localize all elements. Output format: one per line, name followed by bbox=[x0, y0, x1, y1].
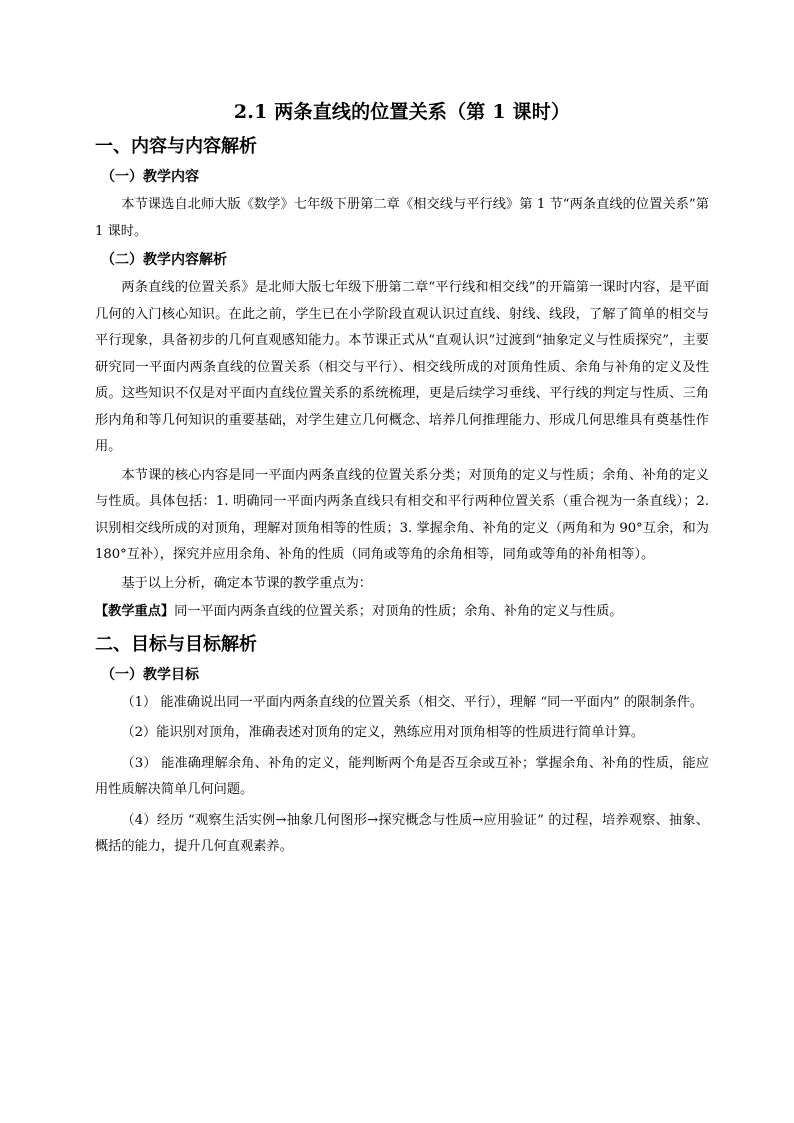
document-page bbox=[95, 98, 709, 865]
content-analysis-paragraph-2: 本节课的核心内容是同一平面内两条直线的位置关系分类；对顶角的定义与性质；余角、补角的定义与性质。具体包括：1. 明确同一平面内两条直线只有相交和平行两种位置关系（重合视为一条直线）；2. 识别相交线所成的对顶角，理解对顶角相等的性质；3. 掌握余角、补角的定义（两角和为 90°互余，和为 180°互补），探究并应用余角、补角的性质（同角或等角的余角相等，同角或等角的补角相等）。 bbox=[95, 467, 709, 562]
teaching-key-label: 【教学重点】 bbox=[95, 604, 175, 619]
teaching-content-paragraph: 本节课选自北师大版《数学》七年级下册第二章《相交线与平行线》第 1 节“两条直线的位置关系”第 1 课时。 bbox=[95, 197, 709, 239]
teaching-goal-4: （4）经历 “观察生活实例→抽象几何图形→探究概念与性质→应用验证” 的过程，培养观察、抽象、概括的能力，提升几何直观素养。 bbox=[95, 812, 709, 854]
content-analysis-paragraph-3: 基于以上分析，确定本节课的教学重点为： bbox=[121, 575, 372, 591]
document-title: 2.1 两条直线的位置关系（第 1 课时） bbox=[233, 101, 571, 123]
subsection-heading-teaching-content: （一）教学内容 bbox=[101, 169, 199, 185]
teaching-goal-3: （3） 能准确理解余角、补角的定义，能判断两个角是否互余或互补；掌握余角、补角的性质，能应用性质解决简单几何问题。 bbox=[95, 755, 709, 797]
teaching-key-text: 同一平面内两条直线的位置关系；对顶角的性质；余角、补角的定义与性质。 bbox=[174, 604, 623, 619]
teaching-goal-2: （2）能识别对顶角，准确表述对顶角的定义，熟练应用对顶角相等的性质进行简单计算。 bbox=[121, 725, 645, 740]
subsection-heading-content-analysis: （二）教学内容解析 bbox=[101, 252, 227, 268]
teaching-goal-1: （1） 能准确说出同一平面内两条直线的位置关系（相交、平行），理解 “同一平面内” 的限制条件。 bbox=[121, 694, 704, 710]
section-heading-content-analysis: 一、内容与内容解析 bbox=[95, 136, 257, 157]
teaching-key-points bbox=[95, 599, 709, 626]
section-heading-goals: 二、目标与目标解析 bbox=[95, 633, 257, 655]
subsection-heading-teaching-goals: （一）教学目标 bbox=[101, 666, 199, 683]
content-analysis-paragraph-1: 两条直线的位置关系》是北师大版七年级下册第二章“平行线和相交线”的开篇第一课时内容，是平面几何的入门核心知识。在此之前，学生已在小学阶段直观认识过直线、射线、线段，了解了简单的相交与平行现象，具备初步的几何直观感知能力。本节课正式从“直观认识”过渡到“抽象定义与性质探究”，主要研究同一平面内两条直线的位置关系（相交与平行）、相交线所成的对顶角性质、余角与补角的定义及性质。这些知识不仅是对平面内直线位置关系的系统梳理，更是后续学习垂线、平行线的判定与性质、三角形内角和等几何知识的重要基础，对学生建立几何概念、培养几何推理能力、形成几何思维具有奠基性作用。 bbox=[95, 280, 709, 454]
